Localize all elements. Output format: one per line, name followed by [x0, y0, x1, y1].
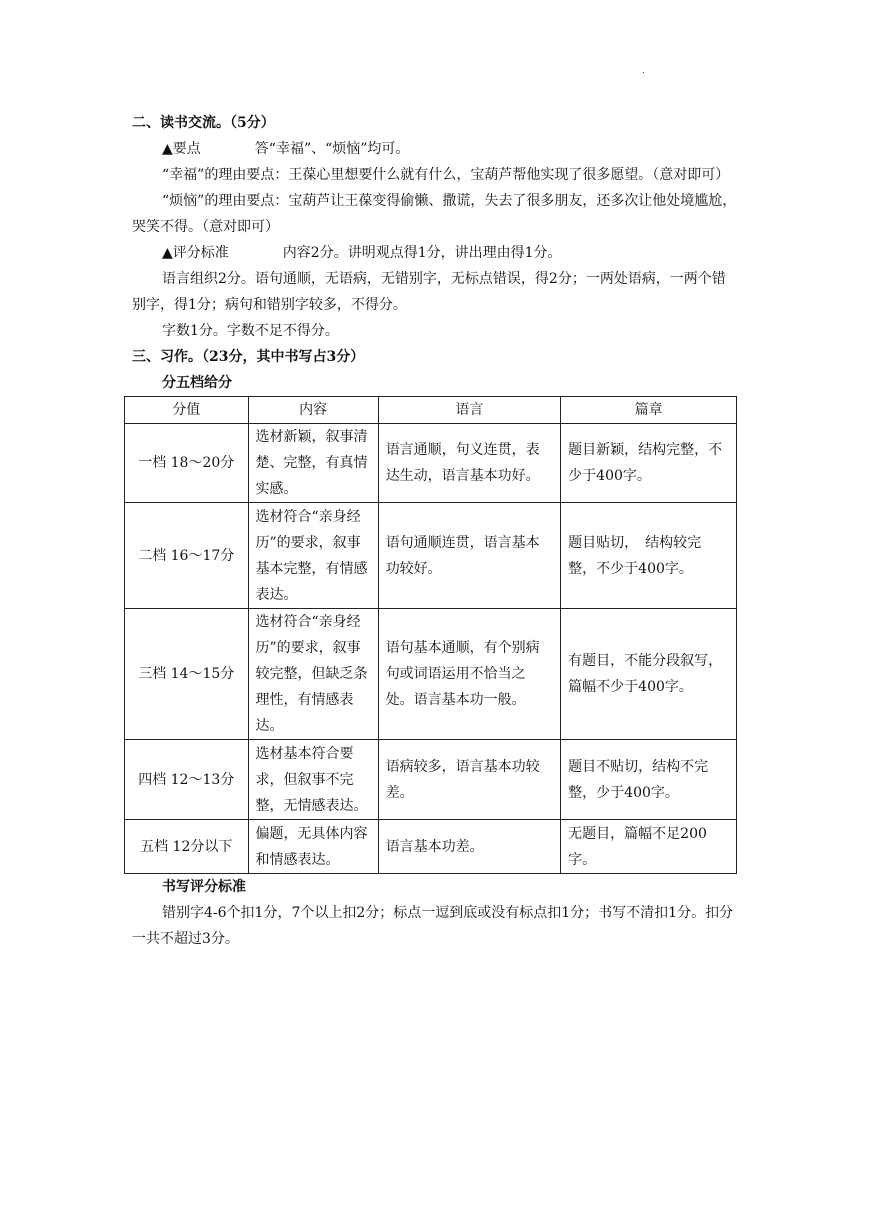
row-language: 语言基本功差。	[378, 820, 560, 874]
row-language: 语言通顺，句义连贯，表达生动，语言基本功好。	[378, 424, 560, 503]
header-language: 语言	[378, 397, 560, 424]
table-row	[125, 503, 737, 609]
row-content: 选材符合“亲身经历”的要求，叙事基本完整，有情感表达。	[248, 503, 378, 609]
row-language: 语句基本通顺，有个别病句或词语运用不恰当之处。语言基本功一般。	[378, 609, 560, 740]
answer-document	[132, 110, 738, 952]
key-points-label: ▲要点	[162, 141, 201, 157]
row-structure: 无题目，篇幅不足200字。	[561, 820, 737, 874]
key-points-line	[132, 136, 738, 162]
row-level: 三档 14～15分	[125, 609, 249, 740]
row-level: 五档 12分以下	[125, 820, 249, 874]
grading-table	[124, 396, 737, 874]
row-content: 选材符合“亲身经历”的要求，叙事较完整，但缺乏条理性，有情感表达。	[248, 609, 378, 740]
table-row	[125, 424, 737, 503]
section3-title: 三、习作。（23分，其中书写占3分）	[132, 349, 365, 365]
row-level: 二档 16～17分	[125, 503, 249, 609]
table-row	[125, 820, 737, 874]
table-row	[125, 740, 737, 820]
row-language: 语病较多，语言基本功较差。	[378, 740, 560, 820]
row-content: 选材基本符合要求，但叙事不完整，无情感表达。	[248, 740, 378, 820]
row-structure: 题目贴切， 结构较完整，不少于400字。	[561, 503, 737, 609]
row-language: 语句通顺连贯，语言基本功较好。	[378, 503, 560, 609]
row-structure: 题目不贴切，结构不完整，少于400字。	[561, 740, 737, 820]
header-content: 内容	[248, 397, 378, 424]
row-content: 选材新颖，叙事清楚、完整，有真情实感。	[248, 424, 378, 503]
happy-reason: “幸福”的理由要点：王葆心里想要什么就有什么，宝葫芦帮他实现了很多愿望。（意对即可）	[162, 167, 730, 183]
criteria-label: ▲评分标准	[162, 245, 229, 261]
trouble-reason: “烦恼”的理由要点：宝葫芦让王葆变得偷懒、撒谎，失去了很多朋友，还多次让他处境尴尬，哭笑不得。（意对即可）	[132, 193, 737, 235]
row-level: 一档 18～20分	[125, 424, 249, 503]
header-structure: 篇章	[561, 397, 737, 424]
language-criteria: 语言组织2分。语句通顺，无语病，无错别字，无标点错误，得2分；一两处语病，一两个错别字，得1分；病句和错别字较多，不得分。	[132, 271, 726, 313]
section2-title: 二、读书交流。（5分）	[132, 115, 275, 131]
criteria-line	[132, 240, 738, 266]
table-caption: 分五档给分	[162, 375, 232, 391]
wordcount-criteria: 字数1分。字数不足不得分。	[162, 323, 339, 339]
row-structure: 题目新颖，结构完整，不少于400字。	[561, 424, 737, 503]
row-level: 四档 12～13分	[125, 740, 249, 820]
row-structure: 有题目，不能分段叙写，篇幅不少于400字。	[561, 609, 737, 740]
table-header-row	[125, 397, 737, 424]
writing-title: 书写评分标准	[162, 879, 246, 895]
header-score: 分值	[125, 397, 249, 424]
key-points-text: 答“幸福”、“烦恼”均可。	[254, 141, 410, 157]
page-mark: .	[642, 66, 645, 76]
row-content: 偏题，无具体内容和情感表达。	[248, 820, 378, 874]
table-row	[125, 609, 737, 740]
writing-criteria: 错别字4-6个扣1分，7个以上扣2分；标点一逗到底或没有标点扣1分；书写不清扣1分。扣分一共不超过3分。	[132, 905, 734, 947]
criteria-text: 内容2分。讲明观点得1分，讲出理由得1分。	[282, 245, 562, 261]
